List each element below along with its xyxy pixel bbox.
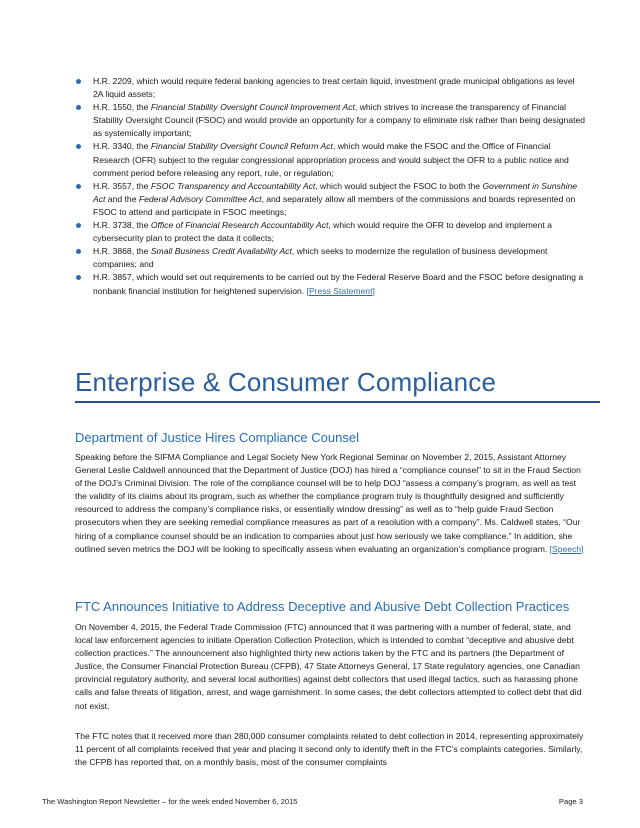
- act-name: Office of Financial Research Accountability Act: [150, 220, 329, 231]
- paragraph-text: Speaking before the SIFMA Compliance and Legal Society New York Regional Seminar on November 2, 2015, Assistant Attorney General Leslie Caldwell announced that the Department of Justice (DOJ) has hired a “compliance counsel” to sit in the Fraud Section of the DOJ’s Criminal Division. The role of the compliance counsel will be to help DOJ “assess a company’s program, as well as test the validity of its claims about its program, such as whether the compliance program truly is thoughtfully designed and sufficiently resourced to address the company’s compliance risks, or essentially window dressing” as well as to “help guide Fraud Section prosecutors when they are seeking remedial compliance measures as part of a resolution with a company”. Ms. Caldwell states, “Our hiring of a compliance counsel should be an indication to companies about just how seriously we take compliance.” In addition, she outlined seven metrics the DOJ will be looking to specifically assess when evaluating an organization’s compliance program.: [75, 452, 581, 554]
- article-paragraph-ftc-2: [75, 730, 587, 769]
- bill-list-item: [75, 180, 585, 219]
- bullet-text: , which would require the OFR to develop and implement a cybersecurity plan to protect the data it collects;: [93, 220, 552, 244]
- bullet-text: H.R. 2209, which would require federal banking agencies to treat certain liquid, investment grade municipal obligations as level 2A liquid assets;: [93, 76, 575, 100]
- footer-page-number: Page 3: [558, 797, 583, 806]
- bullet-text: H.R. 3557, the: [93, 180, 151, 191]
- act-name: Small Business Credit Availability Act: [150, 246, 292, 257]
- section-divider: [75, 401, 600, 403]
- bullet-dot-icon: [76, 184, 81, 189]
- bill-list-item: [75, 219, 585, 245]
- bullet-dot-icon: [76, 223, 81, 228]
- act-name: Financial Stability Oversight Council Reform Act: [150, 141, 333, 152]
- bullet-dot-icon: [76, 105, 81, 110]
- press-statement-link[interactable]: [Press Statement]: [306, 285, 375, 296]
- bullet-text: and the: [105, 193, 139, 204]
- bullet-text: H.R. 3340, the: [93, 141, 151, 152]
- bill-list-item: [75, 75, 585, 101]
- bullet-dot-icon: [76, 144, 81, 149]
- bullet-text: H.R. 3857, which would set out requirements to be carried out by the Federal Reserve Board and the FSOC before designating a nonbank financial institution for heightened supervision.: [93, 272, 584, 296]
- paragraph-text: On November 4, 2015, the Federal Trade Commission (FTC) announced that it was partnering with a number of federal, state, and local law enforcement agencies to initiate Operation Collection Protection, which is intended to combat “deceptive and abusive debt collection practices.” The announcement also highlighted thirty new actions taken by the FTC and its partners (the Department of Justice, the Consumer Financial Protection Bureau (CFPB), 47 State Attorneys General, 17 State regulatory agencies, one Canadian provincial regulatory authority, and several local authorities) against debt collectors that used illegal tactics, such as harassing phone calls and false threats of litigation, arrest, and wage garnishment. In some cases, the debt collectors attempted to collect debt that did not exist.: [75, 622, 582, 711]
- footer-newsletter-title: The Washington Report Newsletter – for the week ended November 6, 2015: [42, 797, 298, 806]
- bullet-text: , which strives to increase the transparency of Financial Stability Oversight Council (FSOC) and would provide an opportunity for a company to eliminate risk rather than being designated as systemically important;: [93, 102, 586, 139]
- article-paragraph-ftc-1: [75, 621, 587, 713]
- speech-link[interactable]: [Speech]: [549, 543, 584, 554]
- bill-list-item: [75, 271, 585, 297]
- article-heading-doj: Department of Justice Hires Compliance Counsel: [75, 430, 359, 445]
- act-name: Government in Sunshine Act: [93, 180, 578, 204]
- act-name: Federal Advisory Committee Act: [138, 193, 262, 204]
- article-heading-ftc: FTC Announces Initiative to Address Deceptive and Abusive Debt Collection Practices: [75, 599, 570, 614]
- bullet-text: , which seeks to modernize the regulation of business development companies; and: [93, 246, 548, 270]
- bullet-text: H.R. 1550, the: [93, 102, 151, 113]
- bullet-text: H.R. 3738, the: [93, 220, 151, 231]
- bullet-text: H.R. 3868, the: [93, 246, 151, 257]
- bullet-text: , and separately allow all members of the commissions and boards represented on FSOC to attend and participate in FSOC meetings;: [93, 193, 576, 217]
- bullet-dot-icon: [76, 275, 81, 280]
- act-name: FSOC Transparency and Accountability Act: [150, 180, 316, 191]
- bullet-text: , which would subject the FSOC to both the: [315, 180, 483, 191]
- article-paragraph-doj: [75, 451, 587, 556]
- bullet-dot-icon: [76, 249, 81, 254]
- bullet-dot-icon: [76, 79, 81, 84]
- bill-list-item: [75, 245, 585, 271]
- paragraph-text: The FTC notes that it received more than 280,000 consumer complaints related to debt collection in 2014, representing approximately 11 percent of all complaints received that year and placing it second only to identify theft in the FTC’s complaints categories. Similarly, the CFPB has reported that, on a monthly basis, most of the consumer complaints: [75, 731, 584, 768]
- bill-list-item: [75, 101, 585, 140]
- bullet-text: , which would make the FSOC and the Office of Financial Research (OFR) subject to the regular congressional appropriation process and would subject the OFR to a public notice and comment period before releasing any report, rule, or regulation;: [93, 141, 569, 178]
- act-name: Financial Stability Oversight Council Improvement Act: [150, 102, 355, 113]
- section-title: Enterprise & Consumer Compliance: [75, 367, 497, 397]
- bill-list: [75, 75, 585, 298]
- bill-list-item: [75, 140, 585, 179]
